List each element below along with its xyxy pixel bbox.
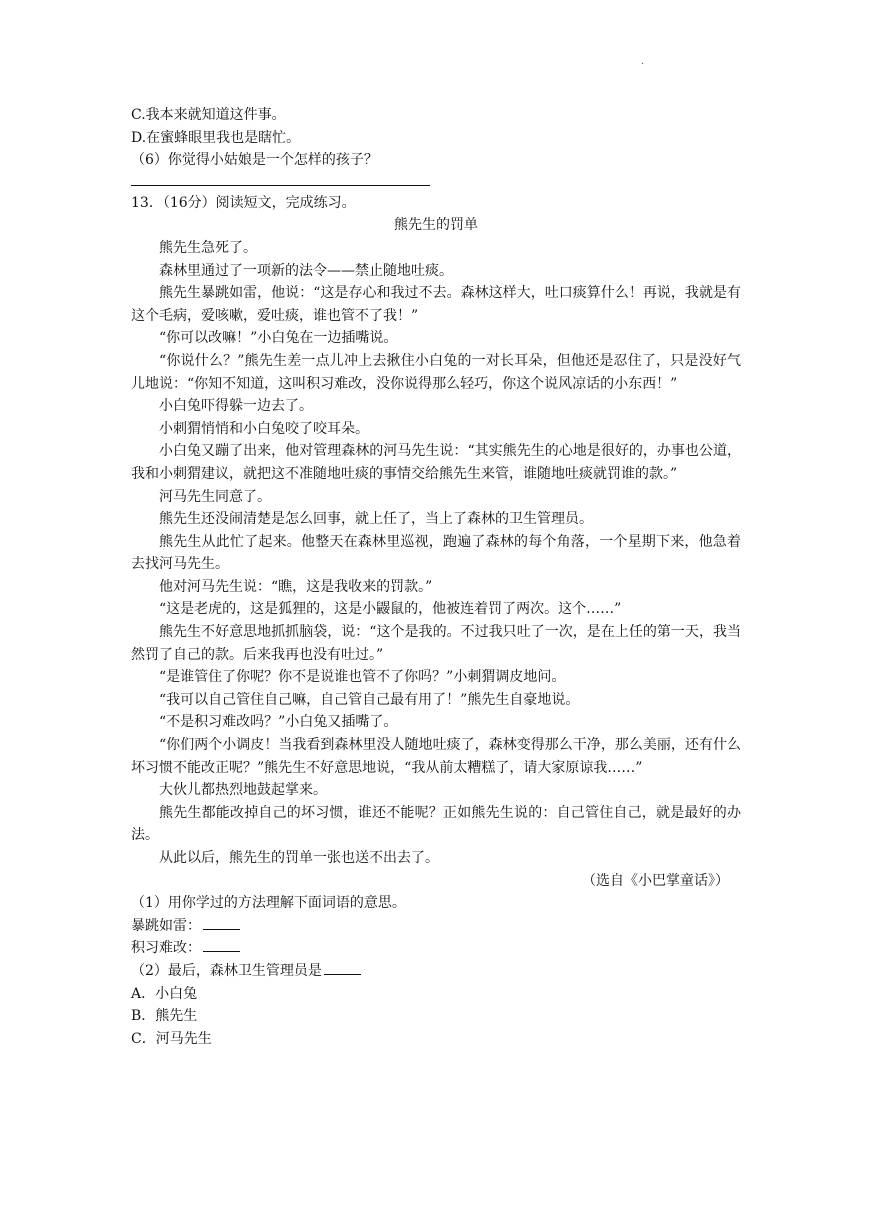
answer-blank[interactable] xyxy=(203,915,240,930)
choice-a[interactable]: A．小白兔 xyxy=(131,985,198,1002)
paragraph: 熊先生暴跳如雷，他说：“这是存心和我过不去。森林这样大，吐口痰算什么！再说，我就是有这个毛病，爱咳嗽，爱吐痰，谁也管不了我！” xyxy=(131,285,741,324)
question-6: （6）你觉得小姑娘是一个怎样的孩子？ xyxy=(131,152,378,169)
paragraph: 小白兔吓得躲一边去了。 xyxy=(159,398,313,415)
sub-question-1: （1）用你学过的方法理解下面词语的意思。 xyxy=(131,895,406,912)
paragraph: 熊先生都能改掉自己的坏习惯，谁还不能呢？正如熊先生说的：自己管住自己，就是最好的办法。 xyxy=(131,804,741,844)
paragraph: 大伙儿都热烈地鼓起掌来。 xyxy=(159,782,327,799)
paragraph: “不是积习难改吗？”小白兔又插嘴了。 xyxy=(159,714,398,731)
paragraph: 小刺猬悄悄和小白兔咬了咬耳朵。 xyxy=(159,420,369,437)
word-label: 暴跳如雷： xyxy=(131,917,201,934)
passage-source: （选自《小巴掌童话》） xyxy=(582,872,729,889)
paragraph: “是谁管住了你呢？你不是说谁也管不了你吗？”小刺猬调皮地问。 xyxy=(159,669,566,686)
paragraph: 从此以后，熊先生的罚单一张也送不出去了。 xyxy=(159,850,439,866)
passage-title: 熊先生的罚单 xyxy=(394,217,478,234)
paragraph: “我可以自己管住自己嘛，自己管自己最有用了！”熊先生自豪地说。 xyxy=(159,691,580,708)
word-label: 积习难改： xyxy=(131,940,201,957)
option-c: C.我本来就知道这件事。 xyxy=(131,107,286,123)
paragraph: “你可以改嘛！”小白兔在一边插嘴说。 xyxy=(159,330,398,347)
answer-blank[interactable] xyxy=(203,937,240,952)
paragraph: “你们两个小调皮！当我看到森林里没人随地吐痰了，森林变得那么干净，那么美丽，还有什么坏习惯不能改正呢？”熊先生不好意思地说，“我从前太糟糕了，请大家原谅我……” xyxy=(131,737,741,776)
page-content xyxy=(131,104,741,1050)
sub-question-2-text: （2）最后，森林卫生管理员是 xyxy=(131,962,322,979)
paragraph: 森林里通过了一项新的法令——禁止随地吐痰。 xyxy=(159,262,453,279)
header-mark: . xyxy=(641,56,645,67)
paragraph: “这是老虎的，这是狐狸的，这是小鼹鼠的，他被连着罚了两次。这个……” xyxy=(159,601,622,618)
paragraph: 小白兔又蹦了出来，他对管理森林的河马先生说：“其实熊先生的心地是很好的，办事也公道，我和小刺猬建议，就把这不准随地吐痰的事情交给熊先生来管，谁随地吐痰就罚谁的款。” xyxy=(131,443,741,482)
paragraph: 熊先生从此忙了起来。他整天在森林里巡视，跑遍了森林的每个角落，一个星期下来，他急着去找河马先生。 xyxy=(131,533,741,573)
word-item-2 xyxy=(131,937,741,960)
choice-b[interactable]: B．熊先生 xyxy=(131,1008,198,1025)
choice-c[interactable]: C．河马先生 xyxy=(131,1030,212,1047)
paragraph: “你说什么？”熊先生差一点儿冲上去揪住小白兔的一对长耳朵，但他还是忍住了，只是没好气儿地说：“你知不知道，这叫积习难改，没你说得那么轻巧，你这个说风凉话的小东西！” xyxy=(131,352,741,392)
answer-line[interactable] xyxy=(131,172,430,186)
paragraph: 熊先生急死了。 xyxy=(159,239,257,256)
answer-blank[interactable] xyxy=(324,960,361,975)
sub-question-2 xyxy=(131,960,741,983)
paragraph: 河马先生同意了。 xyxy=(159,488,271,505)
paragraph: 熊先生不好意思地抓抓脑袋，说：“这个是我的。不过我只吐了一次，是在上任的第一天，我当然罚了自己的款。后来我再也没有吐过。” xyxy=(131,624,741,663)
paragraph: 他对河马先生说：“瞧，这是我收来的罚款。” xyxy=(159,578,433,595)
word-item-1 xyxy=(131,915,741,938)
paragraph: 熊先生还没闹清楚是怎么回事，就上任了，当上了森林的卫生管理员。 xyxy=(159,511,593,528)
option-d: D.在蜜蜂眼里我也是瞎忙。 xyxy=(131,129,301,146)
question-13-heading: 13．（16分）阅读短文，完成练习。 xyxy=(131,194,356,211)
